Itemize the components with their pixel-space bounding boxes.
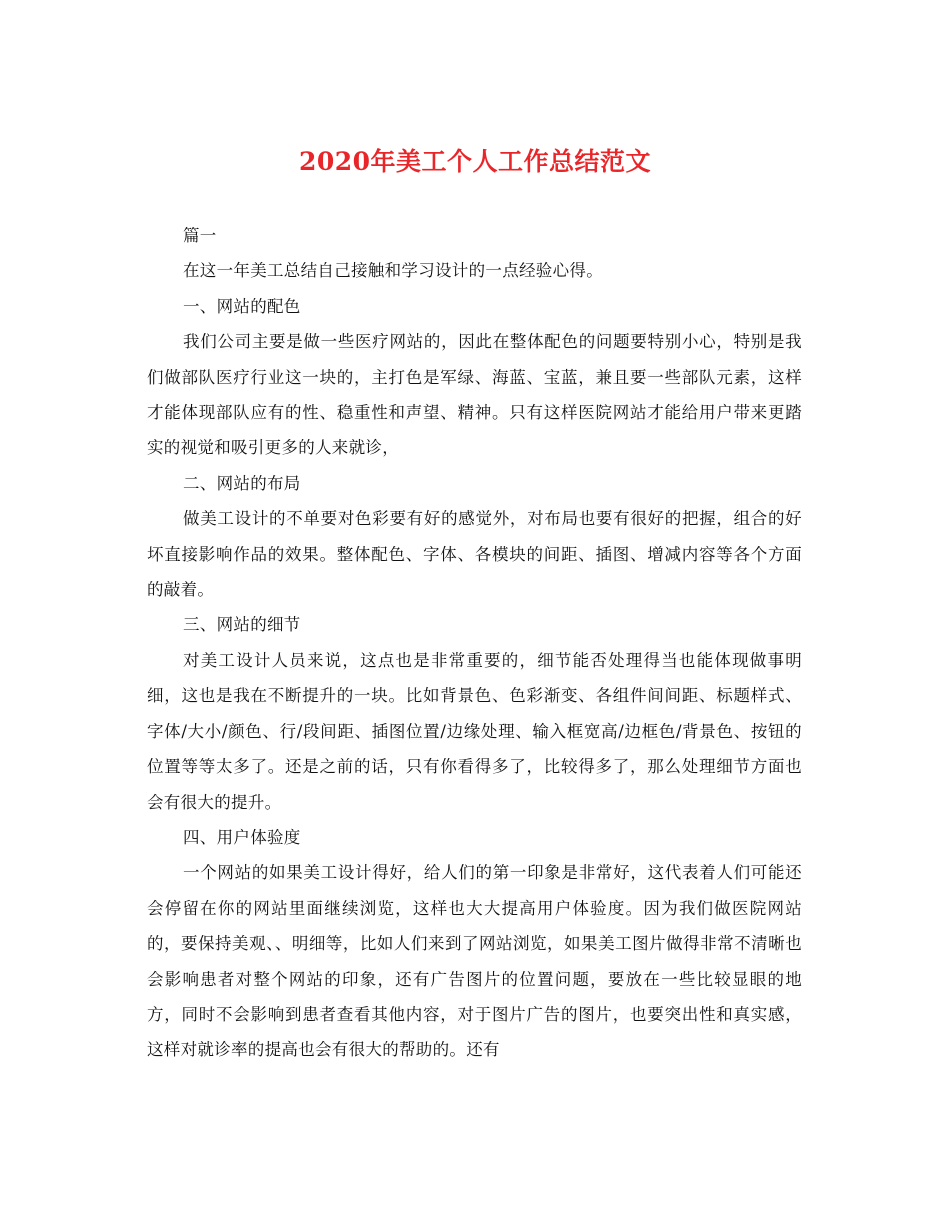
section-label: 篇一: [183, 226, 217, 245]
heading-details: 三、网站的细节: [183, 615, 301, 635]
document-body: [147, 218, 802, 1068]
heading-layout: 二、网站的布局: [183, 473, 301, 493]
document-title: 2020年美工个人工作总结范文: [298, 147, 652, 176]
intro-paragraph: 在这一年美工总结自己接触和学习设计的一点经验心得。: [183, 261, 603, 281]
paragraph-layout: 做美工设计的不单要对色彩要有好的感觉外，对布局也要有很好的把握，组合的好坏直接影响作品的效果。整体配色、字体、各模块的间距、插图、增减内容等各个方面的敲着。: [147, 509, 802, 600]
paragraph-details: 对美工设计人员来说，这点也是非常重要的，细节能否处理得当也能体现做事明细，这也是我在不断提升的一块。比如背景色、色彩渐变、各组件间间距、标题样式、字体/大小/颜色、行/段间距、插图位置/边缘处理、输入框宽高/边框色/背景色、按钮的位置等等太多了。还是之前的话，只有你看得多了，比较得多了，那么处理细节方面也会有很大的提升。: [147, 650, 802, 812]
paragraph-user-experience: 一个网站的如果美工设计得好，给人们的第一印象是非常好，这代表着人们可能还会停留在你的网站里面继续浏览，这样也大大提高用户体验度。因为我们做医院网站的，要保持美观、、明细等，比如人们来到了网站浏览，如果美工图片做得非常不清晰也会影响患者对整个网站的印象，还有广告图片的位置问题，要放在一些比较显眼的地方，同时不会影响到患者查看其他内容，对于图片广告的图片，也要突出性和真实感，这样对就诊率的提高也会有很大的帮助的。还有: [147, 863, 802, 1060]
heading-user-experience: 四、用户体验度: [183, 827, 301, 847]
heading-color-scheme: 一、网站的配色: [183, 296, 301, 316]
paragraph-color-scheme: 我们公司主要是做一些医疗网站的，因此在整体配色的问题要特别小心，特别是我们做部队医疗行业这一块的，主打色是军绿、海蓝、宝蓝，兼且要一些部队元素，这样才能体现部队应有的性、稳重性和声望、精神。只有这样医院网站才能给用户带来更踏实的视觉和吸引更多的人来就诊，: [147, 332, 802, 458]
